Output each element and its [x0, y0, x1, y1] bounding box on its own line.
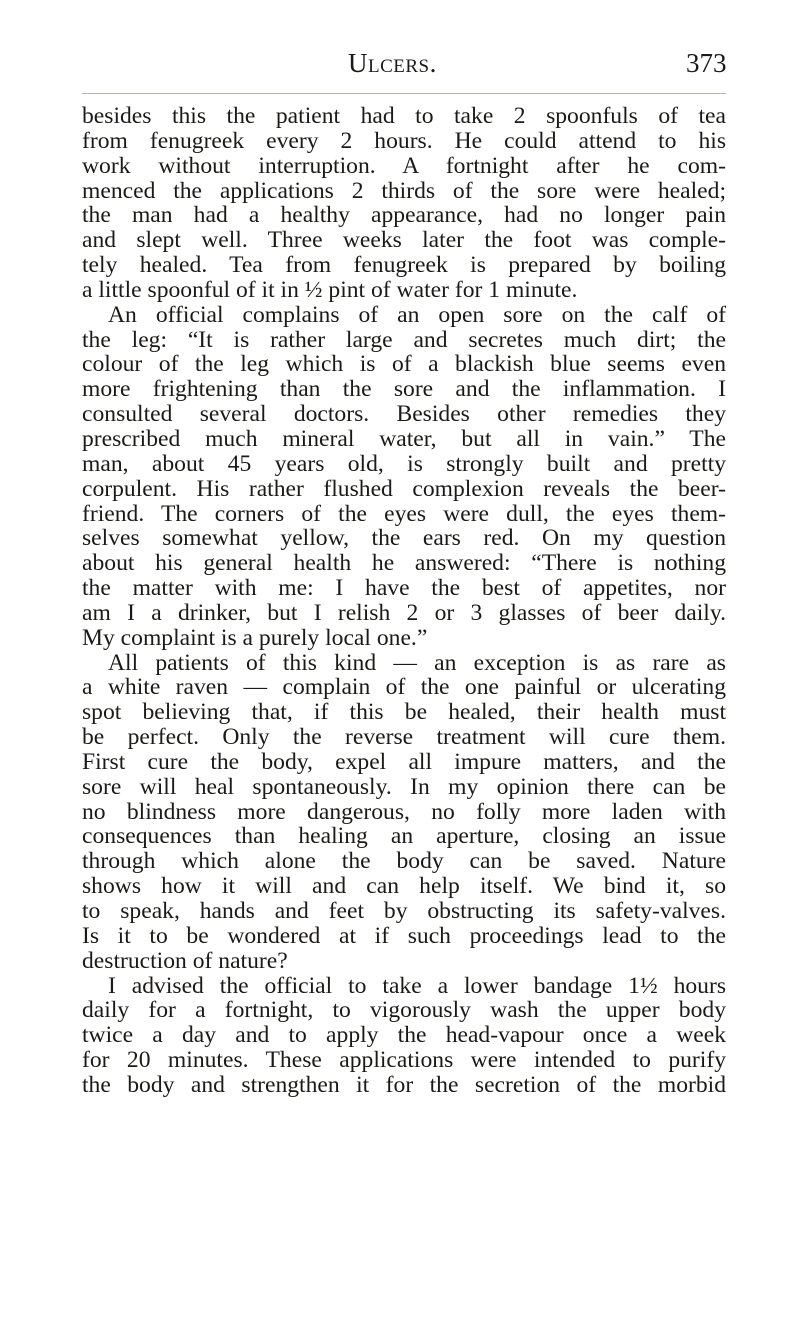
- text-line: prescribed much mineral water, but all in vain.” The: [82, 425, 726, 452]
- text-line: am I a drinker, but I relish 2 or 3 glasses of beer daily.: [82, 599, 726, 626]
- text-line: shows how it will and can help itself. We bind it, so: [82, 873, 726, 900]
- text-line: tely healed. Tea from fenugreek is prepared by boiling: [82, 252, 726, 279]
- text-line: a white raven — complain of the one painful or ulcerating: [82, 674, 726, 701]
- text-line: I advised the official to take a lower bandage 1½ hours: [108, 972, 726, 999]
- text-line: the matter with me: I have the best of appetites, nor: [82, 575, 726, 602]
- text-line: consulted several doctors. Besides other remedies they: [82, 401, 726, 428]
- text-line: a little spoonful of it in ½ pint of water for 1 minute.: [82, 276, 578, 303]
- text-line: friend. The corners of the eyes were dull, the eyes them-: [82, 500, 726, 527]
- chapter-title: Ulcers.: [348, 48, 437, 78]
- text-line: twice a day and to apply the head-vapour once a week: [82, 1022, 726, 1049]
- text-line: and slept well. Three weeks later the foot was comple-: [82, 227, 726, 254]
- text-line: First cure the body, expel all impure matters, and the: [82, 748, 726, 775]
- text-line: about his general health he answered: “There is nothing: [82, 550, 726, 577]
- body-text: [82, 104, 726, 1098]
- text-line: besides this the patient had to take 2 spoonfuls of tea: [82, 103, 726, 129]
- text-line: corpulent. His rather flushed complexion reveals the beer-: [82, 475, 726, 502]
- text-line: more frightening than the sore and the inflammation. I: [82, 376, 726, 403]
- text-line: man, about 45 years old, is strongly built and pretty: [82, 450, 726, 477]
- text-line: for 20 minutes. These applications were intended to purify: [82, 1047, 726, 1074]
- text-line: the leg: “It is rather large and secretes much dirt; the: [82, 326, 726, 353]
- text-line: the body and strengthen it for the secretion of the morbid: [82, 1071, 726, 1098]
- text-line: from fenugreek every 2 hours. He could attend to his: [82, 127, 726, 154]
- text-line: spot believing that, if this be healed, their health must: [82, 699, 726, 726]
- text-line: An official complains of an open sore on the calf of: [108, 301, 726, 328]
- text-line: All patients of this kind — an exception is as rare as: [108, 649, 726, 676]
- text-line: menced the applications 2 thirds of the sore were healed;: [82, 177, 726, 204]
- text-line: selves somewhat yellow, the ears red. On my question: [82, 525, 726, 552]
- header-rule: [82, 93, 726, 94]
- text-line: colour of the leg which is of a blackish blue seems even: [82, 351, 726, 378]
- text-line: destruction of nature?: [82, 947, 288, 974]
- page-number: 373: [686, 48, 727, 78]
- text-line: daily for a fortnight, to vigorously wash the upper body: [82, 997, 726, 1024]
- text-line: sore will heal spontaneously. In my opinion there can be: [82, 773, 726, 800]
- text-line: My complaint is a purely local one.”: [82, 624, 428, 651]
- text-line: be perfect. Only the reverse treatment will cure them.: [82, 724, 726, 751]
- text-line: consequences than healing an aperture, closing an issue: [82, 823, 726, 850]
- text-line: work without interruption. A fortnight after he com-: [82, 152, 726, 179]
- running-head: [0, 46, 800, 80]
- text-line: to speak, hands and feet by obstructing its safety-valves.: [82, 898, 726, 924]
- text-line: the man had a healthy appearance, had no longer pain: [82, 202, 726, 229]
- text-line: through which alone the body can be saved. Nature: [82, 848, 726, 875]
- text-line: Is it to be wondered at if such proceedings lead to the: [82, 922, 726, 949]
- text-line: no blindness more dangerous, no folly more laden with: [82, 798, 726, 825]
